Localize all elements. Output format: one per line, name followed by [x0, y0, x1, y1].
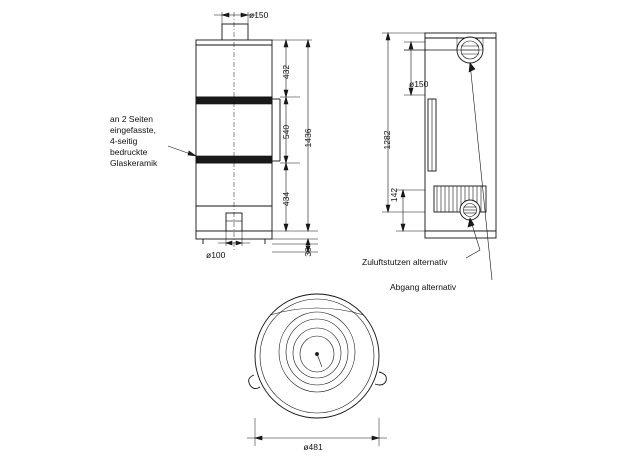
dim-top-outlet: ø150 — [249, 10, 269, 20]
dim-upper-height: 432 — [281, 64, 291, 80]
note-glass-line-4: bedruckte — [110, 147, 148, 157]
note-glass-ceramic — [110, 114, 158, 168]
front-view — [168, 12, 318, 252]
note-glass-line-1: an 2 Seiten — [110, 114, 154, 124]
note-glass-line-5: Glaskeramik — [110, 158, 158, 168]
dim-lower-height: 434 — [281, 191, 291, 207]
note-glass-line-2: eingefasste, — [110, 125, 156, 135]
side-view — [382, 33, 496, 280]
dim-inlet-height: 142 — [389, 187, 399, 203]
dim-rear-outlet: ø150 — [409, 79, 429, 89]
dim-window-height: 540 — [281, 124, 291, 140]
dim-air-inlet: ø100 — [206, 250, 226, 260]
note-outlet-alt: Abgang alternativ — [390, 282, 457, 292]
dim-body-height: 1282 — [382, 130, 392, 150]
dim-base-gap: 30 — [303, 247, 313, 257]
dim-top-diameter: ø481 — [303, 442, 323, 452]
dim-total-height: 1436 — [303, 128, 313, 148]
top-view — [247, 294, 387, 446]
note-air-inlet-alt: Zuluftstutzen alternativ — [362, 257, 448, 267]
note-glass-line-3: 4-seitig — [110, 136, 138, 146]
